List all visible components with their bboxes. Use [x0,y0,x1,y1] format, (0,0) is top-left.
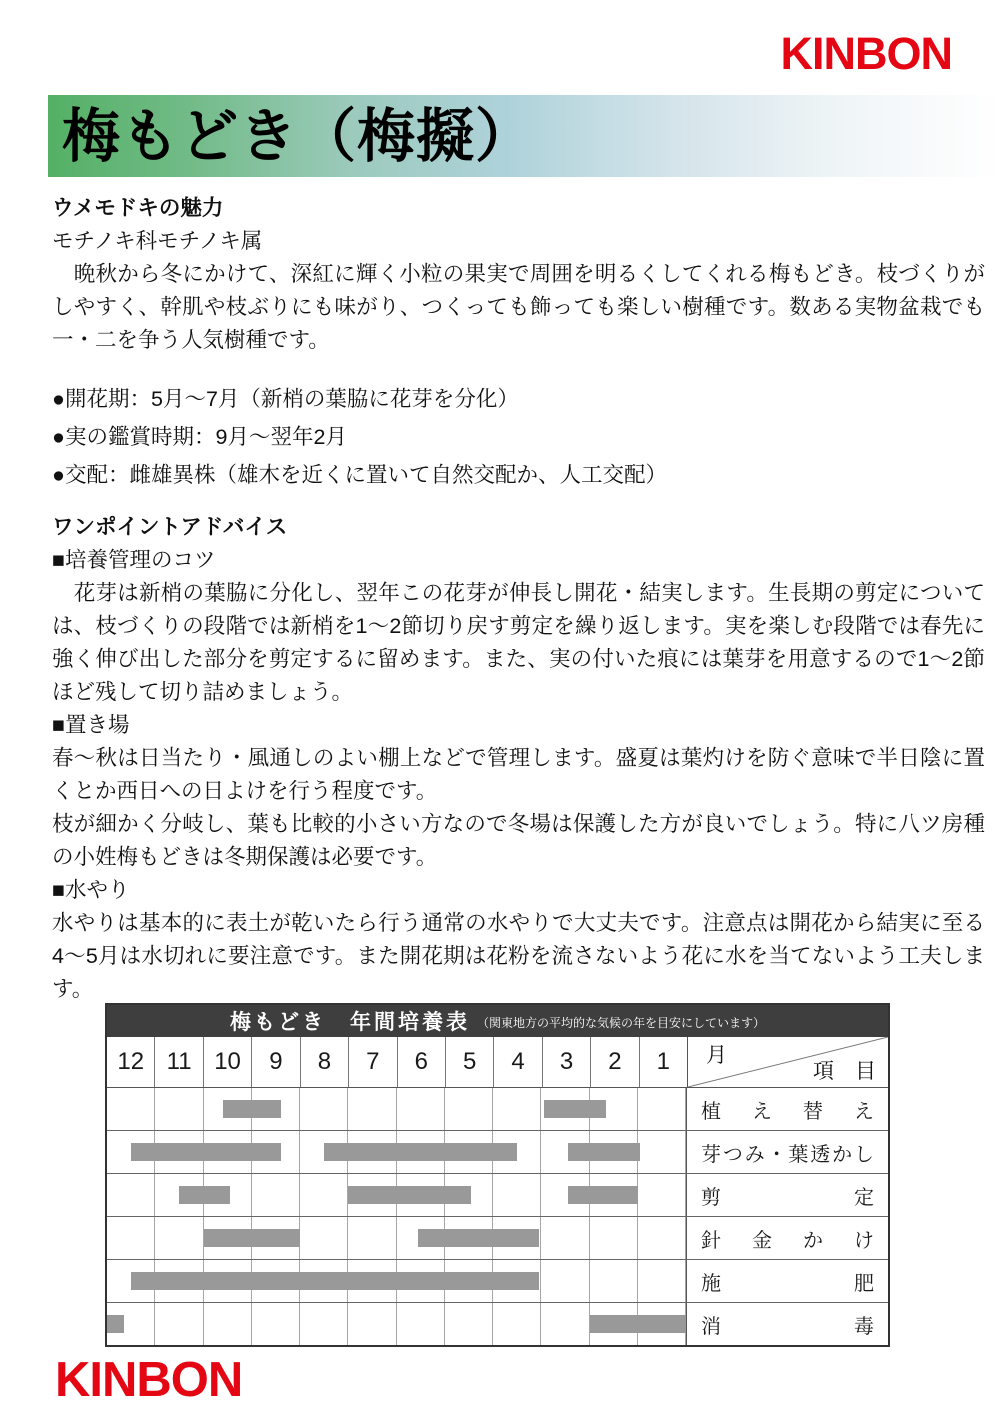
calendar-cell [252,1303,300,1345]
month-header-cell: 1 [656,1048,671,1075]
calendar-cell [107,1217,155,1259]
activity-period-bar [131,1272,539,1290]
calendar-header-row [107,1037,888,1088]
calendar-cell [397,1088,445,1130]
section-paragraph: 春～秋は日当たり・風通しのよい棚上などで管理します。盛夏は葉灼けを防ぐ意味で半日陰に置くとか西日への日よけを行う程度です。 [52,746,985,803]
calendar-row-label-text: 施肥 [701,1272,874,1295]
section-title-cultivation: ■培養管理のコツ [52,548,216,572]
calendar-cell [300,1303,348,1345]
calendar-row-months [107,1088,687,1130]
calendar-cell [541,1217,589,1259]
month-header-cell: 11 [155,1037,203,1087]
section-title-placement: ■置き場 [52,713,130,737]
calendar-subtitle: （関東地方の平均的な気候の年を目安にしています） [476,1016,765,1030]
month-header-cell: 6 [398,1037,446,1087]
calendar-cell [204,1303,252,1345]
section-paragraph: 枝が細かく分岐し、葉も比較的小さい方なので冬場は保護した方が良いでしょう。特に八ツ房種の小姓梅もどきは冬期保護は必要です。 [52,812,985,869]
section-paragraph: 水やりは基本的に表土が乾いたら行う通常の水やりで大丈夫です。注意点は開花から結実に至る4～5月は水切れに要注意です。また開花期は花粉を流さないよう花に水を当てないよう工夫します。 [52,911,985,1001]
calendar-row-label [687,1088,888,1130]
activity-period-bar [418,1229,539,1247]
calendar-body [107,1088,888,1345]
activity-period-bar [131,1143,281,1161]
corner-label-month: 月 [706,1043,727,1067]
activity-period-bar [544,1100,607,1118]
calendar-row [107,1303,888,1345]
month-header-cell: 2 [591,1037,639,1087]
article-body [52,192,985,1006]
calendar-row [107,1131,888,1174]
calendar-corner-cell [687,1037,888,1087]
calendar-cell [638,1088,686,1130]
month-header-cell: 12 [107,1037,155,1087]
calendar-cell [638,1217,686,1259]
calendar-cell [541,1260,589,1302]
annual-care-calendar [105,1003,890,1347]
calendar-row-label-text: 消毒 [701,1315,874,1338]
page-title: 梅もどき（梅擬） [62,104,535,169]
calendar-cell [638,1260,686,1302]
calendar-cell [252,1174,300,1216]
calendar-cell [300,1217,348,1259]
calendar-cell [155,1217,203,1259]
month-header-cell: 5 [446,1037,494,1087]
activity-period-bar [590,1315,687,1333]
calendar-cell [590,1217,638,1259]
bullet-item-flowering: ●開花期：5月～7月（新梢の葉脇に花芽を分化） [52,387,519,411]
calendar-row-label [687,1217,888,1259]
calendar-cell [348,1217,396,1259]
calendar-cell [300,1174,348,1216]
month-header-cell: 8 [301,1037,349,1087]
month-header-cell: 7 [349,1037,397,1087]
calendar-row-label-text: 針金かけ [701,1229,874,1252]
activity-period-bar [324,1143,517,1161]
calendar-row-label [687,1131,888,1173]
activity-period-bar [107,1315,124,1333]
calendar-row-months [107,1174,687,1216]
section-paragraph: 花芽は新梢の葉脇に分化し、翌年この花芽が伸長し開花・結実します。生長期の剪定については、枝づくりの段階では新梢を1～2節切り戻す剪定を繰り返します。実を楽しむ段階では春先に強く伸び出した部分を剪定するに留めます。また、実の付いた痕には葉芽を用意するので1～2節ほど残して切り詰めましょう。 [52,581,985,704]
month-header-cell: 4 [494,1037,542,1087]
kinbon-logo-top: KINBON [780,28,952,79]
activity-period-bar [204,1229,301,1247]
calendar-cell [300,1088,348,1130]
calendar-row [107,1088,888,1131]
calendar-cell [590,1260,638,1302]
activity-period-bar [223,1100,281,1118]
title-banner [48,95,1000,177]
activity-period-bar [568,1186,638,1204]
intro-heading: ウメモドキの魅力 [52,196,224,220]
intro-subheading: モチノキ科モチノキ属 [52,229,263,253]
calendar-row-label [687,1174,888,1216]
bullet-list [52,380,985,494]
calendar-cell [493,1303,541,1345]
calendar-cell [107,1174,155,1216]
calendar-title-bar [107,1005,888,1037]
advice-heading: ワンポイントアドバイス [52,515,288,539]
calendar-row [107,1260,888,1303]
calendar-cell [155,1303,203,1345]
calendar-row-months [107,1260,687,1302]
corner-label-item: 項 目 [813,1059,876,1083]
calendar-row-months [107,1217,687,1259]
calendar-cell [348,1303,396,1345]
month-header-cell: 10 [204,1037,252,1087]
activity-period-bar [179,1186,230,1204]
calendar-cell [397,1303,445,1345]
calendar-cell [493,1088,541,1130]
month-header-cell: 9 [252,1037,300,1087]
calendar-row-label-text: 芽つみ・葉透かし [701,1143,874,1166]
calendar-row-months [107,1131,687,1173]
kinbon-logo-bottom: KINBON [55,1353,243,1407]
activity-period-bar [348,1186,471,1204]
calendar-cell [638,1174,686,1216]
calendar-row-label-text: 植え替え [701,1100,874,1123]
calendar-row-label [687,1260,888,1302]
calendar-cell [541,1303,589,1345]
calendar-cell [493,1174,541,1216]
calendar-month-header-cells [107,1037,687,1087]
bullet-item-pollination: ●交配：雌雄異株（雄木を近くに置いて自然交配か、人工交配） [52,463,667,487]
calendar-row [107,1174,888,1217]
calendar-cell [155,1088,203,1130]
bullet-item-fruit-viewing: ●実の鑑賞時期：9月～翌年2月 [52,425,347,449]
calendar-cell [107,1088,155,1130]
calendar-row [107,1217,888,1260]
activity-period-bar [568,1143,640,1161]
calendar-row-label-text: 剪定 [701,1186,874,1209]
calendar-row-label [687,1303,888,1345]
calendar-row-months [107,1303,687,1345]
intro-paragraph: 晩秋から冬にかけて、深紅に輝く小粒の果実で周囲を明るくしてくれる梅もどき。枝づくりがしやすく、幹肌や枝ぶりにも味がり、つくっても飾っても楽しい樹種です。数ある実物盆栽でも一・二を争う人気樹種です。 [52,262,985,352]
calendar-cell [445,1303,493,1345]
section-title-watering: ■水やり [52,878,130,902]
calendar-cell [445,1088,493,1130]
calendar-title: 梅もどき 年間培養表 [229,1010,470,1034]
month-header-cell: 3 [543,1037,591,1087]
calendar-cell [348,1088,396,1130]
calendar-cell [638,1131,686,1173]
